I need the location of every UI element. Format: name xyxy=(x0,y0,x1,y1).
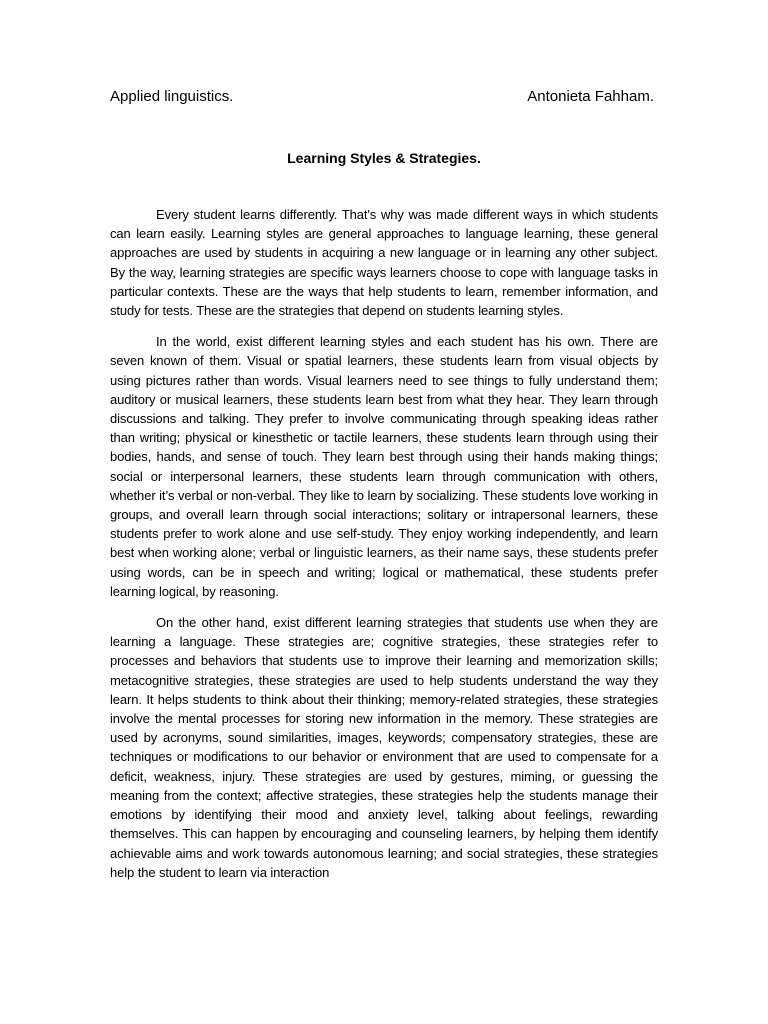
paragraph-intro: Every student learns differently. That's why was made different ways in which students can learn easily. Learning styles are general approaches to language learning, these general approaches are used by students in acquiring a new language or in learning any other subject. By the way, learning strategies are specific ways learners choose to cope with language tasks in particular contexts. These are the ways that help students to learn, remember information, and study for tests. These are the strategies that depend on students learning styles. xyxy=(110,207,658,319)
author-name: Antonieta Fahham. xyxy=(527,88,654,105)
document-title: Learning Styles & Strategies. xyxy=(287,150,481,166)
document-body xyxy=(110,205,658,894)
course-name: Applied linguistics. xyxy=(110,88,234,105)
paragraph-learning-strategies: On the other hand, exist different learning strategies that students use when they are learning a language. These strategies are; cognitive strategies, these strategies refer to processes and behaviors that students use to improve their learning and memorization skills; metacognitive strategies, these strategies are used to help students understand the way they learn. It helps students to think about their thinking; memory-related strategies, these strategies involve the mental processes for storing new information in the memory. These strategies are used by acronyms, sound similarities, images, keywords; compensatory strategies, these are techniques or modifications to our behavior or environment that are used to compensate for a deficit, weakness, injury. These strategies are used by gestures, miming, or guessing the meaning from the context; affective strategies, these strategies help the students manage their emotions by identifying their mood and anxiety level, talking about feelings, rewarding themselves. This can happen by encouraging and counseling learners, by helping them identify achievable aims and work towards autonomous learning; and social strategies, these strategies help the student to learn via interaction xyxy=(110,615,658,880)
document-header xyxy=(110,87,654,107)
paragraph-learning-styles: In the world, exist different learning styles and each student has his own. There are seven known of them. Visual or spatial learners, these students learn from visual objects by using pictures rather than words. Visual learners need to see things to fully understand them; auditory or musical learners, these students learn best from what they hear. They learn through discussions and talking. They prefer to involve communicating through speaking ideas rather than writing; physical or kinesthetic or tactile learners, these students learn through using their bodies, hands, and sense of touch. They learn best through using their hands making things; social or interpersonal learners, these students learn through communication with others, whether it’s verbal or non-verbal. They like to learn by socializing. These students love working in groups, and overall learn through social interactions; solitary or intrapersonal learners, these students prefer to work alone and use self-study. They enjoy working independently, and learn best when working alone; verbal or linguistic learners, as their name says, these students prefer using words, can be in speech and writing; logical or mathematical, these students prefer learning logical, by reasoning. xyxy=(110,334,658,599)
